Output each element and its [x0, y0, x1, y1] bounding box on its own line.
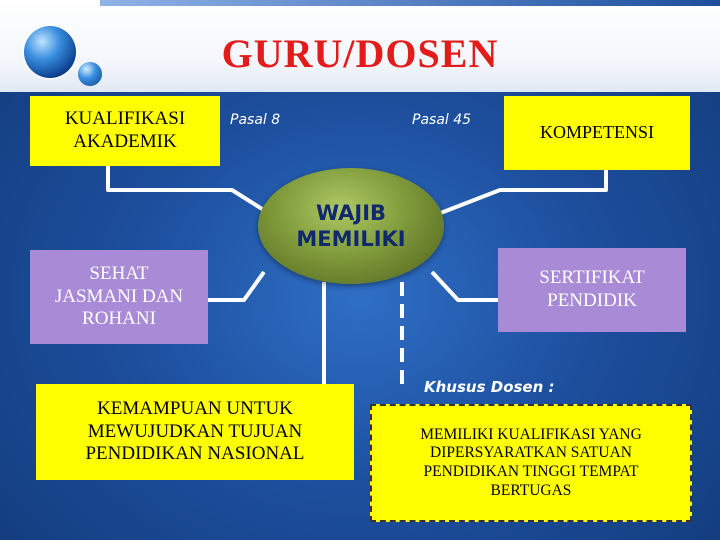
box-sertifikat-line2: PENDIDIK — [547, 290, 637, 311]
box-kualifikasi-dosen — [370, 404, 692, 522]
box-sehat-line1: SEHAT — [89, 262, 149, 284]
box-dosen-line4: BERTUGAS — [490, 481, 572, 499]
label-khusus-dosen: Khusus Dosen : — [424, 378, 555, 396]
connector-sehat — [208, 272, 264, 300]
center-line1: WAJIB — [315, 200, 387, 225]
center-ellipse — [258, 168, 444, 284]
box-kemampuan-line1: KEMAMPUAN UNTUK — [97, 397, 293, 419]
box-kompetensi-line1: KOMPETENSI — [539, 122, 654, 143]
connector-sertifikat — [432, 272, 498, 300]
box-kemampuan — [36, 384, 354, 480]
box-kemampuan-line2: MEWUJUDKAN TUJUAN — [87, 420, 303, 442]
box-kualifikasi-akademik — [30, 96, 220, 166]
label-pasal-8: Pasal 8 — [230, 112, 281, 128]
box-sehat-jasmani — [30, 250, 208, 344]
box-kualifikasi-line2: AKADEMIK — [73, 131, 177, 152]
box-sertifikat-pendidik — [498, 248, 686, 332]
page-title: GURU/DOSEN — [221, 31, 499, 76]
connector-kualifikasi — [108, 166, 270, 214]
connector-kompetensi — [438, 170, 606, 214]
box-dosen-line1: MEMILIKI KUALIFIKASI YANG — [420, 425, 642, 443]
box-sehat-line2: JASMANI DAN — [54, 285, 184, 307]
label-pasal-45: Pasal 45 — [412, 112, 472, 128]
box-sertifikat-line1: SERTIFIKAT — [539, 267, 645, 289]
box-dosen-line3: PENDIDIKAN TINGGI TEMPAT — [423, 463, 639, 480]
box-dosen-line2: DIPERSYARATKAN SATUAN — [430, 444, 632, 462]
center-line2: MEMILIKI — [296, 227, 406, 251]
box-kompetensi — [504, 96, 690, 170]
box-kemampuan-line3: PENDIDIKAN NASIONAL — [85, 443, 305, 465]
box-kualifikasi-line1: KUALIFIKASI — [64, 108, 186, 130]
box-sehat-line3: ROHANI — [82, 308, 156, 330]
